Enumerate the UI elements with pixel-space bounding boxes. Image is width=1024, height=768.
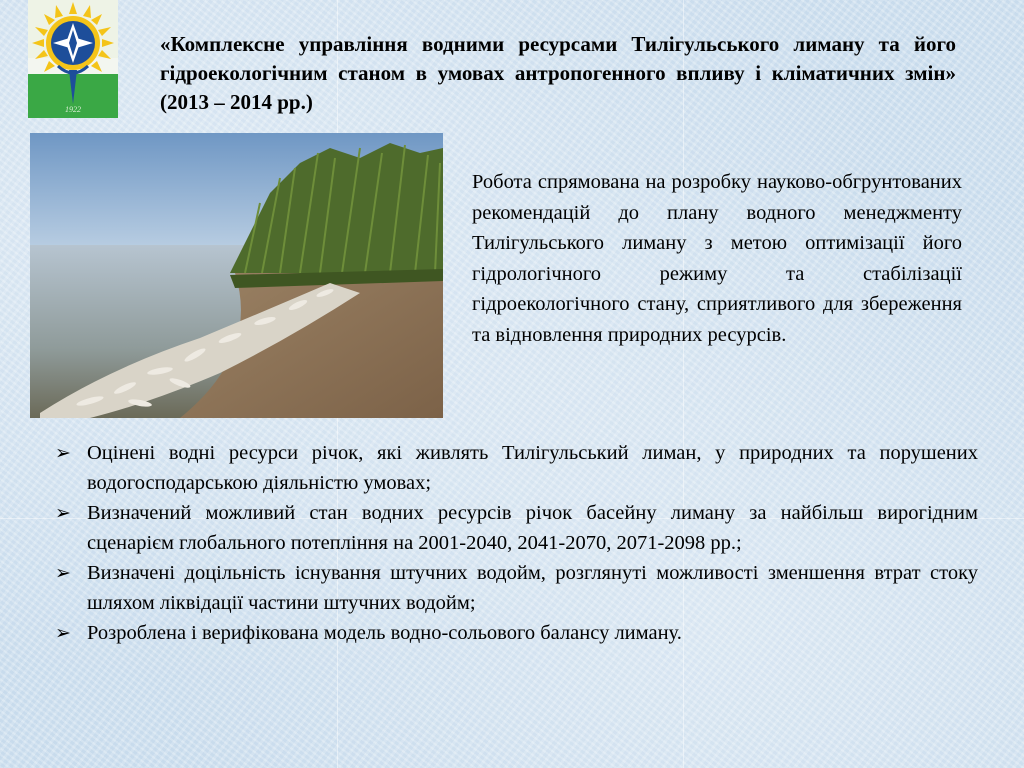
list-item xyxy=(55,618,978,648)
slide-title: «Комплексне управління водними ресурсами Тилігульського лиману та його гідроекологічним станом в умовах антропогенного впливу і кліматичних змін» (2013 – 2014 рр.) xyxy=(160,32,956,114)
logo-year: 1922 xyxy=(65,105,81,114)
arrow-bullet-icon: ➢ xyxy=(55,563,71,584)
arrow-bullet-icon: ➢ xyxy=(55,443,71,464)
university-emblem-icon xyxy=(28,0,118,118)
arrow-bullet-icon: ➢ xyxy=(55,503,71,524)
finding-text: Визначені доцільність існування штучних водойм, розглянуті можливості зменшення втрат стоку шляхом ліквідації частини штучних водойм; xyxy=(87,562,978,614)
list-item xyxy=(55,498,978,558)
list-item xyxy=(55,558,978,618)
fish-kill-shore-photo xyxy=(30,133,443,418)
finding-text: Оцінені водні ресурси річок, які живлять Тилігульський лиман, у природних та порушених водогосподарською діяльністю умовах; xyxy=(87,442,978,494)
finding-text: Розроблена і верифікована модель водно-сольового балансу лиману. xyxy=(87,622,682,644)
finding-text: Визначений можливий стан водних ресурсів річок басейну лиману за найбільш вирогідним сценарієм глобального потепління на 2001-2040, 2041-2070, 2071-2098 рр.; xyxy=(87,502,978,554)
arrow-bullet-icon: ➢ xyxy=(55,623,71,644)
list-item xyxy=(55,438,978,498)
work-description: Робота спрямована на розробку науково-обгрунтованих рекомендацій до плану водного менеджменту Тилігульського лиману з метою оптимізації його гідрологічного режиму та стабілізації гідроекологічного стану, сприятливого для збереження та відновлення природних ресурсів. xyxy=(472,171,962,346)
findings-list xyxy=(55,438,978,648)
